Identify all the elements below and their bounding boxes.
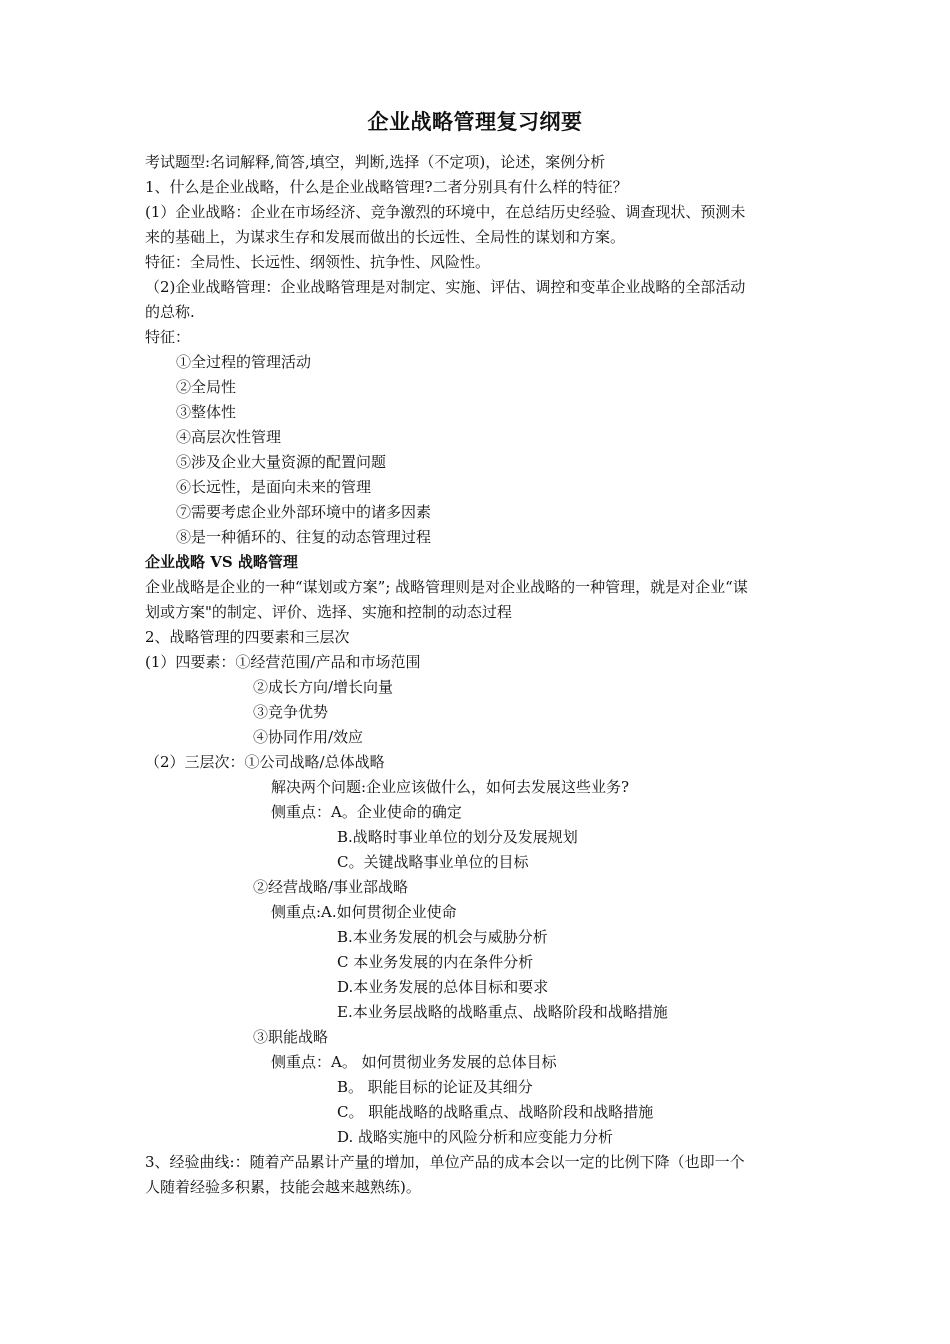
management-definition-line-2: 的总称. [145, 303, 195, 321]
strategy-features-line: 特征：全局性、长远性、纲领性、抗争性、风险性。 [145, 253, 491, 271]
functional-focus-b: B。 职能目标的论证及其细分 [337, 1078, 533, 1096]
feature-item: ③整体性 [176, 403, 237, 421]
feature-item: ⑧是一种循环的、往复的动态管理过程 [176, 528, 432, 546]
corporate-focus-b: B.战略时事业单位的划分及发展规划 [337, 828, 578, 846]
vs-text-line-1: 企业战略是企业的一种“谋划或方案”; 战略管理则是对企业战略的一种管理，就是对企业“谋 [145, 578, 748, 596]
feature-item: ⑦需要考虑企业外部环境中的诸多因素 [176, 503, 432, 521]
feature-item: ⑥长远性，是面向未来的管理 [176, 478, 372, 496]
features-label: 特征： [145, 328, 191, 346]
strategy-definition-line-2: 来的基础上，为谋求生存和发展而做出的长远性、全局性的谋划和方案。 [145, 228, 626, 246]
exam-types-line: 考试题型:名词解释,简答,填空，判断,选择（不定项)，论述，案例分析 [145, 153, 606, 171]
document-title: 企业战略管理复习纲要 [367, 109, 583, 134]
section-1-heading: 1、什么是企业战略，什么是企业战略管理?二者分别具有什么样的特征？ [145, 178, 628, 196]
vs-heading: 企业战略 VS 战略管理 [145, 553, 298, 571]
strategy-definition-line-1: (1）企业战略：企业在市场经济、竞争激烈的环境中，在总结历史经验、调查现状、预测未 [145, 203, 746, 221]
management-definition-line-1: （2)企业战略管理：企业战略管理是对制定、实施、评估、调控和变革企业战略的全部活动 [145, 278, 746, 296]
corporate-strategy-problem: 解决两个问题:企业应该做什么，如何去发展这些业务? [271, 778, 630, 796]
business-focus-e: E.本业务层战略的战略重点、战略阶段和战略措施 [337, 1003, 668, 1021]
section-2-heading: 2、战略管理的四要素和三层次 [145, 628, 350, 646]
element-item: ③竞争优势 [253, 703, 329, 721]
feature-item: ④高层次性管理 [176, 428, 282, 446]
feature-item: ⑤涉及企业大量资源的配置问题 [176, 453, 387, 471]
business-focus-d: D.本业务发展的总体目标和要求 [337, 978, 549, 996]
three-levels-line: （2）三层次：①公司战略/总体战略 [145, 753, 385, 771]
feature-item: ①全过程的管理活动 [176, 353, 312, 371]
feature-item: ②全局性 [176, 378, 237, 396]
business-focus-a: 侧重点:A.如何贯彻企业使命 [271, 903, 457, 921]
functional-focus-c: C。 职能战略的战略重点、战略阶段和战略措施 [337, 1103, 654, 1121]
business-strategy-heading: ②经营战略/事业部战略 [253, 878, 409, 896]
corporate-focus-a: 侧重点：A。企业使命的确定 [271, 803, 462, 821]
functional-strategy-heading: ③职能战略 [253, 1028, 329, 1046]
corporate-focus-c: C。关键战略事业单位的目标 [337, 853, 529, 871]
element-item: ④协同作用/效应 [253, 728, 364, 746]
four-elements-line: (1）四要素：①经营范围/产品和市场范围 [145, 653, 421, 671]
functional-focus-a: 侧重点：A。 如何贯彻业务发展的总体目标 [271, 1053, 557, 1071]
experience-curve-line-2: 人随着经验多积累，技能会越来越熟练)。 [145, 1178, 421, 1196]
business-focus-c: C 本业务发展的内在条件分析 [337, 953, 534, 971]
experience-curve-line-1: 3、经验曲线:：随着产品累计产量的增加，单位产品的成本会以一定的比例下降（也即一个 [145, 1153, 745, 1171]
functional-focus-d: D. 战略实施中的风险分析和应变能力分析 [337, 1128, 614, 1146]
business-focus-b: B.本业务发展的机会与威胁分析 [337, 928, 548, 946]
element-item: ②成长方向/增长向量 [253, 678, 394, 696]
vs-text-line-2: 划或方案"的制定、评价、选择、实施和控制的动态过程 [145, 603, 512, 621]
